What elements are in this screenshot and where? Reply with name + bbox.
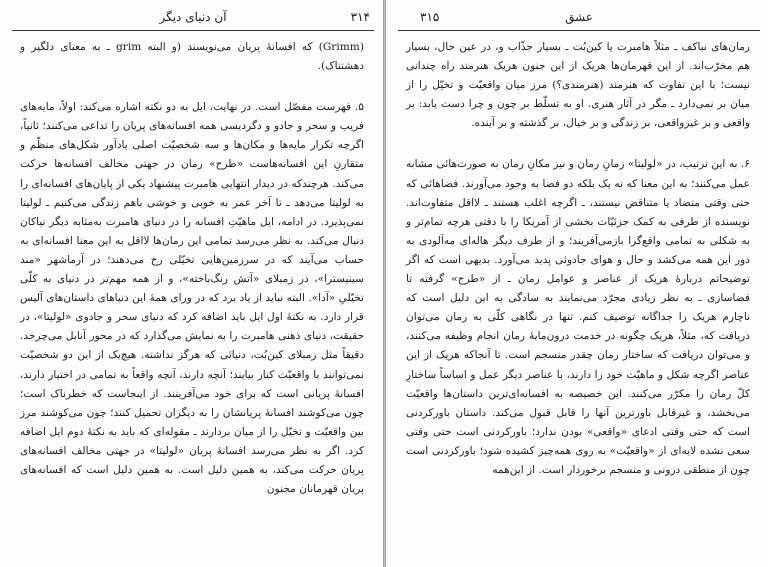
right-page-body	[406, 38, 750, 480]
paragraph: ۶. به این ترتیب، در «لولیتا» زمانِ رمان و نیز مکانِ رمان به صورت‌هائی مشابه عمل می‌کنند؛ به این معنا که نه یک بلکه دو فضا به وجود می‌آورند. فضاهائی که حتی وقتی متضاد یا متناقض نیستند، ـ اگرچه اغلب هستند ـ لااقل متفاوت‌اند. نویسنده از طرفی به کمک جزئیّات بخشی از آمریکا را با دقتی هرچه تمام‌تر و به شکلی به تمامی واقع‌گرا بازمی‌آفریند؛ و از طرف دیگر هاله‌ای مه‌آلودی به دور این همه می‌کشد و حال و هوای جادوئی پدید می‌آورد. بدیهی است که اگر توضیحاتم دربارهٔ هریک از عناصر و عوامل رمان ـ از «طرح» گرفته تا فضاسازی ـ به نظر زیادی مجرّد می‌نمایند به سادگی به این دلیل است که ناچارم هریک را جداگانه توصیف کنم. تنها در نگاهی کلّی به رمان می‌توان دریافت که، مثلاً، هریک چگونه در خدمت درون‌مایهٔ رمان انجام وظیفه می‌کنند، و می‌توان دریافت که ساختار رمان چقدر منسجم است. تا آنجاکه هریک از این عناصر اگرچه شکل و ماهیّت خود را دارند، با عناصر دیگر عمل و اساساً ساختارِ کلّ رمان را مکرّر می‌کنند. این خصیصه به افسانه‌ای‌ترین داستان‌ها واقعیّت می‌بخشد، و غیرقابل باورترین آنها را قابل قبول می‌کند. داستان باورکردنی است که حتی وقتی ادعای «واقعی» بودن ندارد؛ باورکردنی است حتی وقتی سعی نشده لایه‌ای از «واقعیّت» به روی همه‌چیز کشیده شود؛ باورکردنی است چون از منطقی درونی و منسجم برخوردار است. از این‌همه	[406, 158, 750, 476]
paragraph: رمان‌های نباکف ـ مثلاً هامبرت یا کین‌بُت ـ بسیار جذّاب و، در عین حال، بسیار هم مخرّب‌اند. از این قهرمان‌ها هریک از این جنون هریک هنرمند راه چندانی نیست؛ با این تفاوت که هنرمند (هنرمندی؟) مرز میان واقعیّت و تخیّل را از میان بر نمی‌دارد ـ مگر در آثار هنری. او به تسلّط بر چون و چرا دست یابد: بر واقعی و بر غیرواقعی، بر زندگی و بر خیال، بر گذشته و بر آینده.	[406, 41, 750, 130]
right-page	[392, 0, 766, 567]
left-page-body	[20, 38, 364, 499]
book-gutter	[383, 0, 386, 567]
header-rule	[398, 30, 760, 31]
paragraph: ۵. فهرست مفصّل است. در نهایت، ایل به دو نکته اشاره می‌کند: اولاً، مایه‌های فریب و سحر و جادو و دگردیسی همه افسانه‌های پریان را تداعی می‌کنند؛ ثانیاً، اگرچه تکرار مایه‌ها و مکان‌ها و سه شخصیّت اصلی یادآور شکل‌های منظّم و متقارنِ این افسانه‌هاست «طرح» رمان در جهتی مخالف افسانه‌ها حرکت می‌کند. هرچندکه در دیدار انتهایی هامبرت پیشنهاد یکی از پایان‌های افسانه‌ای را به لولیتا می‌دهد ـ تا آخر عمر به خوبی و خوشی باهم زندگی می‌کنیم ـ لولیتا نمی‌پذیرد. در ادامه، ایل ماهیّتِ افسانه را در دنیای هامبرت به‌مثابه دیگر نیاکان دنبال می‌کند. به نظر می‌رسد تمامی این رمان‌ها لااقل به این معنا افسانه‌ای به حساب می‌آیند که در سرزمین‌هایی تخیّلی رخ می‌دهند؛ در آرماشهر «مند سینیسترا»، در زمبلای «آتش رنگ‌باخته»، و از همه مهم‌تر در دنیای به کلّی تخیّلیِ «آدا». البته نباید از یاد برد که در ورای همهٔ این دنیاهای داستان‌های آلیس قرار دارد. به نکتهٔ اول ایل باید اضافه کرد که دنیای سحر و جادوی «لولیتا»، در حقیقت، دنیای ذهنی هامبرت را به نمایش می‌گذارد که در محور آنابل می‌چرخد. دقیقاً مثل زمبلای کین‌بُت، دنیائی که هرگز نداشته. هیچ‌یک از این دو شخصیّت نمی‌توانند با واقعیّت کنار بیایند؛ آنچه دارند، آنچه واقعاً به تمامی در اختیار دارند، افسانهٔ پریانی است که برای خود می‌آفرینند. از اینجاست که خطرناک است؛ چون می‌کوشند افسانهٔ پریانشان را به دیگران تحمیل کنند؛ چون می‌کوشند مرز بین واقعیّت و تخیّل را از میان بردارند ـ مقوله‌ای که باید به نکتهٔ دوم ایل اضافه کرد. اگر به نظر می‌رسد افسانهٔ پریان «لولیتا» در جهتی مخالف افسانه‌های پریان حرکت می‌کند، به همین دلیل است. به همین دلیل است که افسانه‌های پریان قهرمانان مجنون	[20, 101, 364, 496]
paragraph-gap	[406, 133, 750, 155]
page-number: ۳۱۴	[350, 10, 370, 24]
right-page-header	[398, 10, 760, 28]
left-page-header	[12, 10, 374, 28]
header-rule	[12, 30, 374, 31]
paragraph-gap	[20, 76, 364, 98]
page-number: ۳۱۵	[420, 10, 440, 24]
left-page	[6, 0, 380, 567]
paragraph: (Grimm) که افسانهٔ پریان می‌نویسند (و البته grim ـ به معنای دلگیر و دهشتناک).	[20, 41, 364, 73]
running-title: عشق	[565, 10, 593, 24]
running-title: آن دنیای دیگر	[159, 10, 227, 24]
